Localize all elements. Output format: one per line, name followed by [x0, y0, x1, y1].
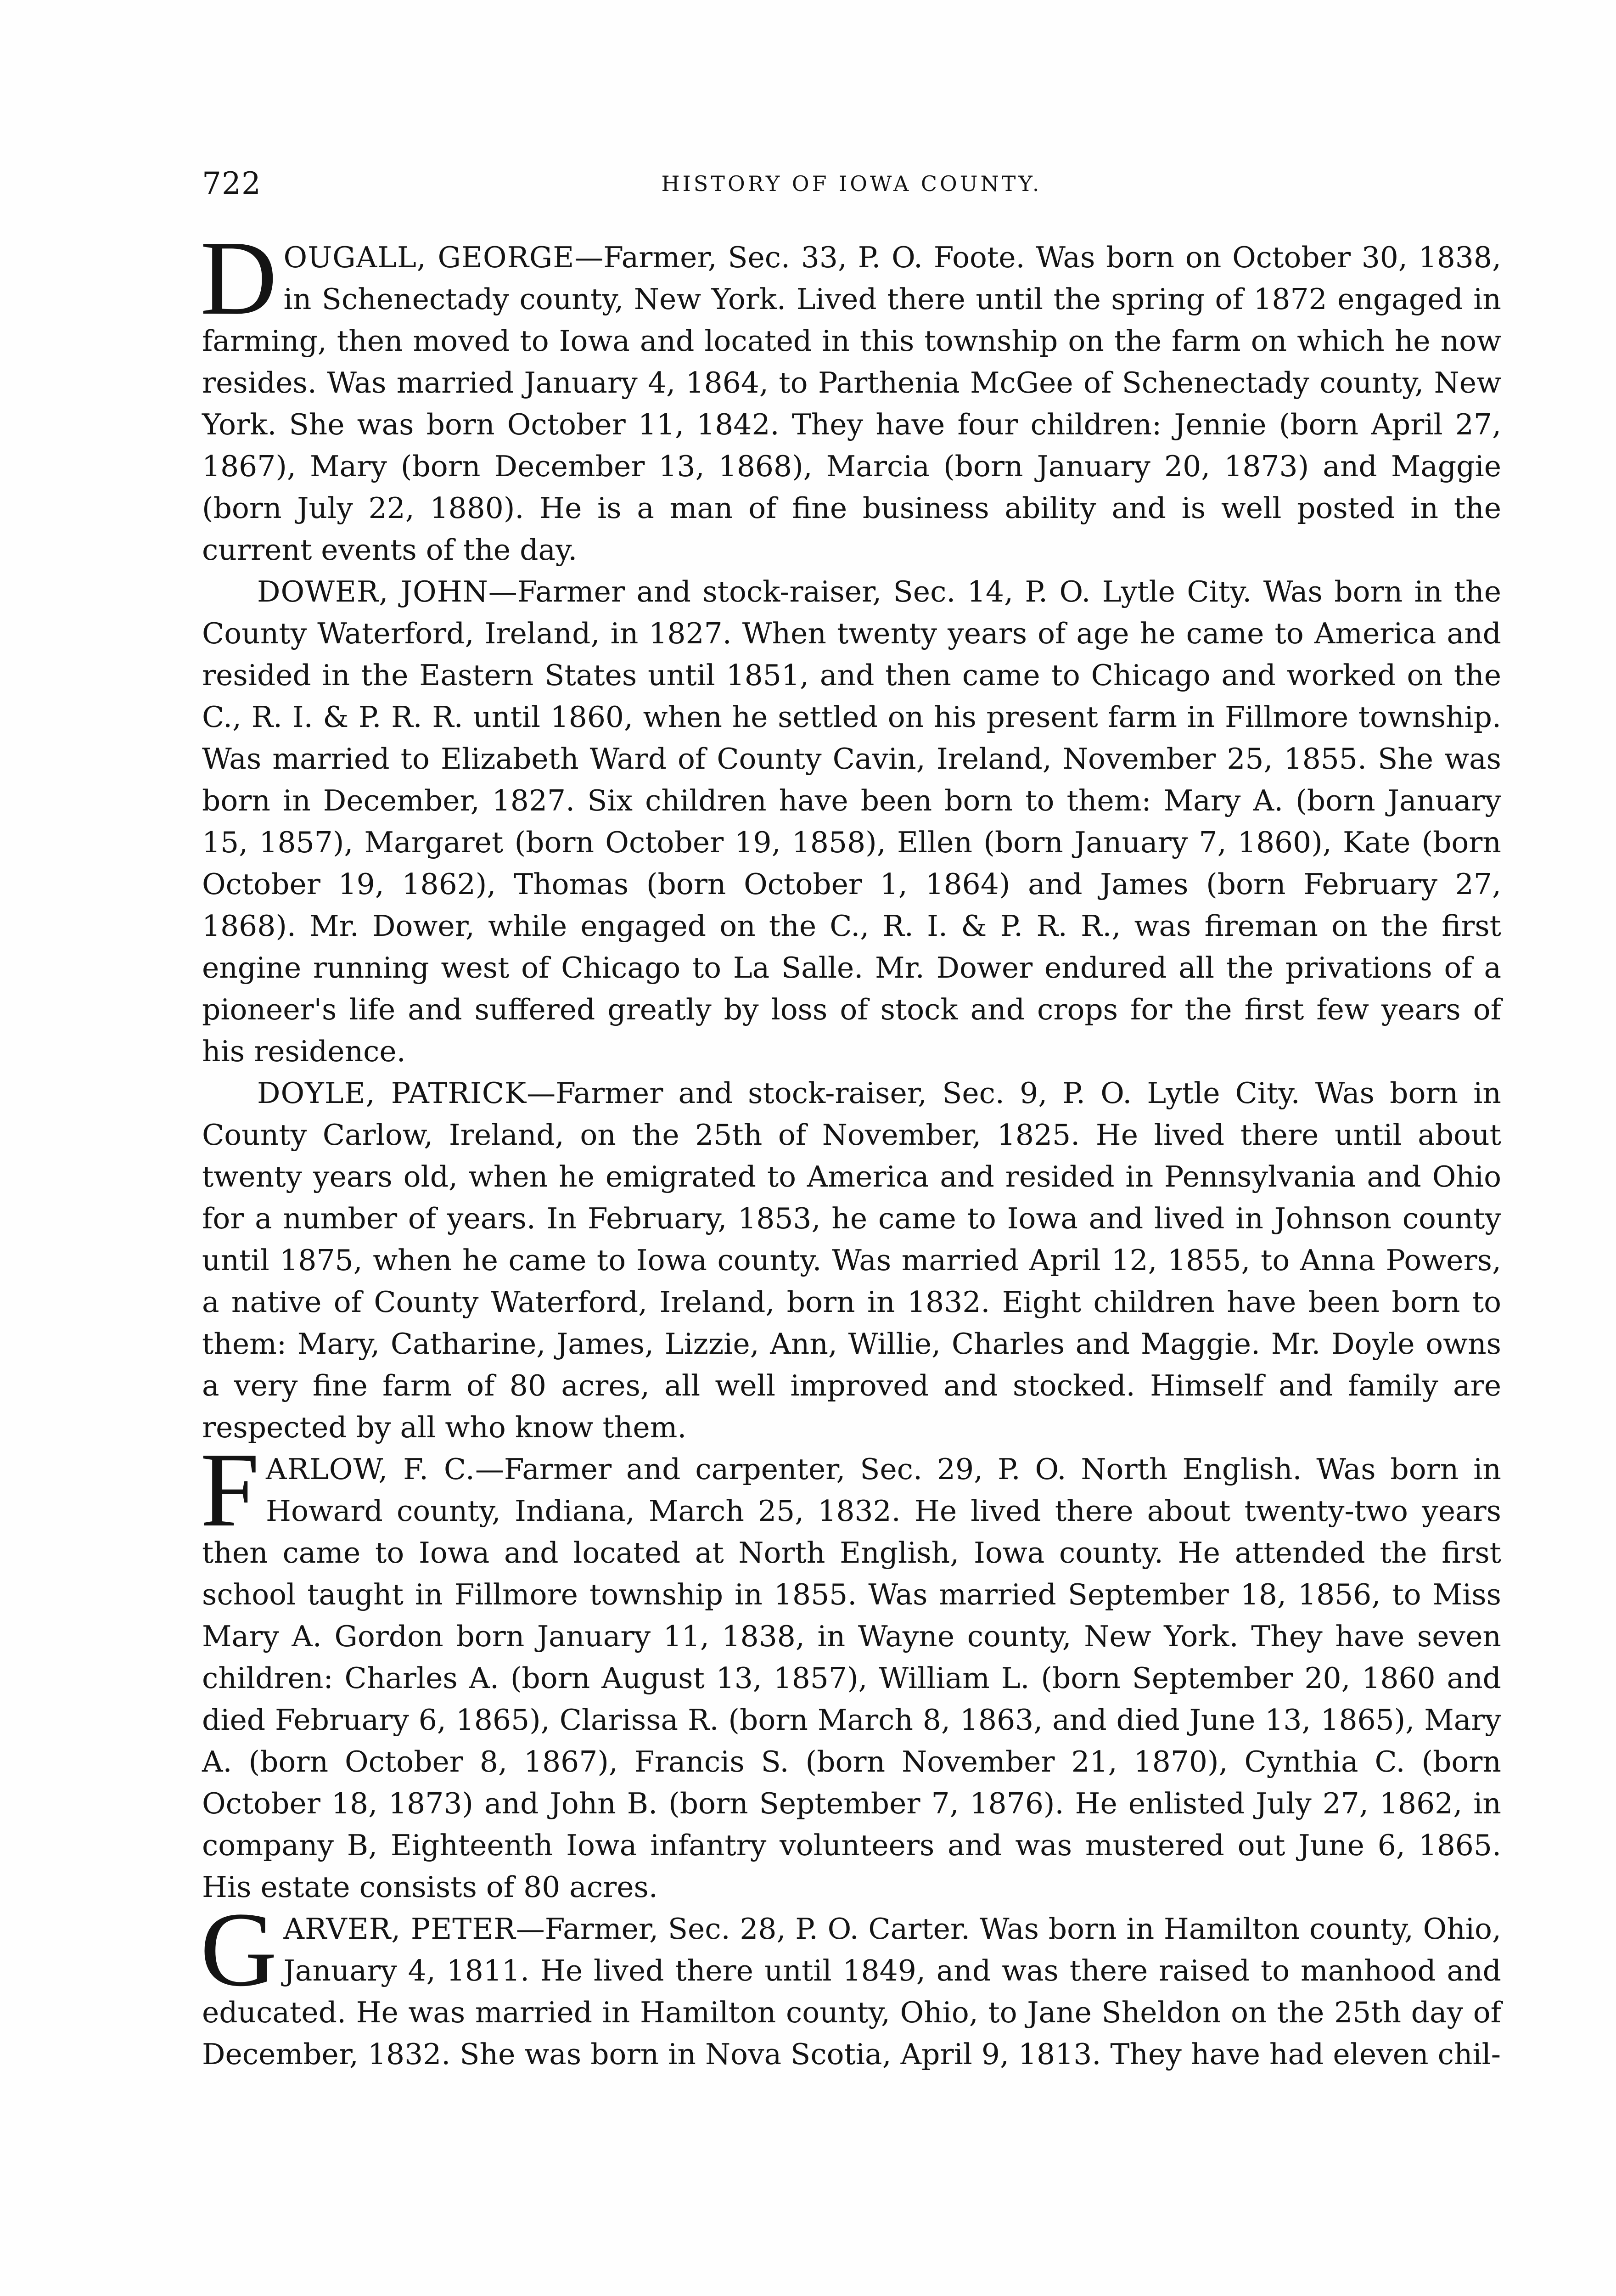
- biography-entry-garver: [200, 1891, 1501, 2075]
- page-number: 722: [202, 166, 261, 201]
- entry-name: DOWER, JOHN: [257, 575, 488, 608]
- drop-cap-letter: G: [200, 1891, 277, 2009]
- entry-text: —Farmer, Sec. 33, P. O. Foote. Was born on October 30, 1838, in Schenectady county, New York. Lived there until the spring of 1872 engaged in farming, then moved to Iowa and located in this township on the farm on which he now resides. Was married January 4, 1864, to Parthenia McGee of Schenectady county, New York. She was born October 11, 1842. They have four children: Jennie (born April 27, 1867), Mary (born December 13, 1868), Marcia (born January 20, 1873) and Maggie (born July 22, 1880). He is a man of fine business ability and is well posted in the current events of the day.: [202, 241, 1501, 567]
- entry-name: DOYLE, PATRICK: [257, 1076, 527, 1110]
- entry-name: ARVER, PETER: [283, 1912, 516, 1946]
- entry-name: OUGALL, GEORGE: [283, 241, 575, 274]
- biography-entry-dougall: [200, 219, 1501, 571]
- entry-text: —Farmer, Sec. 28, P. O. Carter. Was born in Hamilton county, Ohio, January 4, 1811. He lived there until 1849, and was there raised to manhood and educated. He was married in Hamilton county, Ohio, to Jane Sheldon on the 25th day of December, 1832. She was born in Nova Scotia, April 9, 1813. They have had eleven chil-: [202, 1912, 1501, 2071]
- drop-cap-letter: F: [200, 1431, 260, 1549]
- entry-text: —Farmer and stock-raiser, Sec. 9, P. O. Lytle City. Was born in County Carlow, Ireland, on the 25th of November, 1825. He lived there until about twenty years old, when he emigrated to America and resided in Pennsylvania and Ohio for a number of years. In February, 1853, he came to Iowa and lived in Johnson county until 1875, when he came to Iowa county. Was married April 12, 1855, to Anna Powers, a native of County Waterford, Ireland, born in 1832. Eight children have been born to them: Mary, Catharine, James, Lizzie, Ann, Willie, Charles and Maggie. Mr. Doyle owns a very fine farm of 80 acres, all well improved and stocked. Himself and family are respected by all who know them.: [202, 1076, 1501, 1444]
- entry-text: —Farmer and carpenter, Sec. 29, P. O. North English. Was born in Howard county, Indiana, March 25, 1832. He lived there about twenty-two years then came to Iowa and located at North English, Iowa county. He attended the first school taught in Fillmore township in 1855. Was married September 18, 1856, to Miss Mary A. Gordon born January 11, 1838, in Wayne county, New York. They have seven children: Charles A. (born August 13, 1857), William L. (born September 20, 1860 and died February 6, 1865), Clarissa R. (born March 8, 1863, and died June 13, 1865), Mary A. (born October 8, 1867), Francis S. (born November 21, 1870), Cynthia C. (born October 18, 1873) and John B. (born September 7, 1876). He enlisted July 27, 1862, in company B, Eighteenth Iowa infantry volunteers and was mustered out June 6, 1865. His estate consists of 80 acres.: [202, 1452, 1501, 1904]
- biography-entry-doyle: [202, 1072, 1501, 1448]
- running-head: [202, 158, 1501, 209]
- drop-cap-letter: D: [200, 219, 277, 337]
- biography-text-block: [200, 219, 1502, 2075]
- running-title: HISTORY OF IOWA COUNTY.: [661, 171, 1042, 196]
- entry-text: —Farmer and stock-raiser, Sec. 14, P. O. Lytle City. Was born in the County Waterford, Ireland, in 1827. When twenty years of age he came to America and resided in the Eastern States until 1851, and then came to Chicago and worked on the C., R. I. & P. R. R. until 1860, when he settled on his present farm in Fillmore township. Was married to Elizabeth Ward of County Cavin, Ireland, November 25, 1855. She was born in December, 1827. Six children have been born to them: Mary A. (born January 15, 1857), Margaret (born October 19, 1858), Ellen (born January 7, 1860), Kate (born October 19, 1862), Thomas (born October 1, 1864) and James (born February 27, 1868). Mr. Dower, while engaged on the C., R. I. & P. R. R., was fireman on the first engine running west of Chicago to La Salle. Mr. Dower endured all the privations of a pioneer's life and suffered greatly by loss of stock and crops for the first few years of his residence.: [202, 575, 1502, 1068]
- biography-entry-farlow: [200, 1431, 1501, 1908]
- entry-name: ARLOW, F. C.: [266, 1452, 475, 1486]
- biography-entry-dower: [202, 571, 1501, 1072]
